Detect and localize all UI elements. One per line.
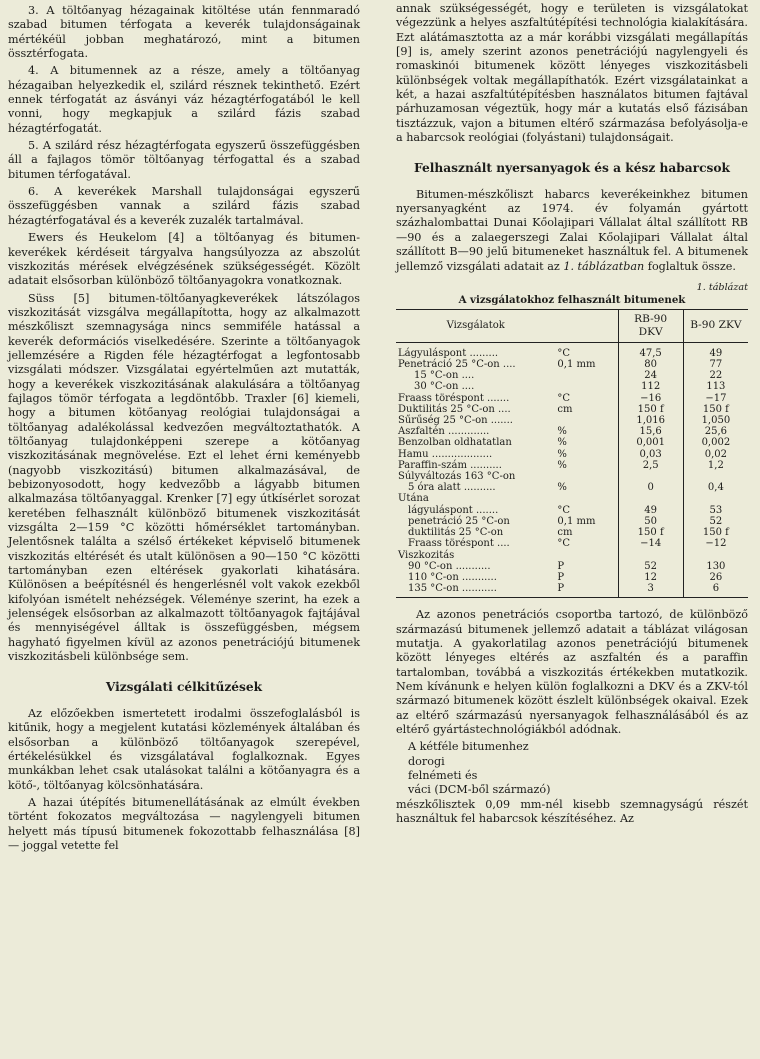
table-row [396, 493, 748, 504]
table-row [396, 538, 748, 549]
section-heading: Vizsgálati célkitűzések [105, 680, 263, 695]
row-value-b90: 26 [683, 572, 748, 583]
row-label: Penetráció 25 °C-on .... [398, 359, 516, 371]
row-value-b90: 113 [683, 381, 748, 392]
row-label: lágyuláspont ....... [408, 504, 499, 516]
row-value-rb90 [618, 550, 683, 561]
table-header-row [396, 309, 748, 342]
row-unit: 0,1 mm [557, 359, 596, 371]
list-item: váci (DCM-ből származó) [408, 783, 551, 797]
row-label: Súlyváltozás 163 °C-on [398, 471, 516, 483]
row-label: duktilitás 25 °C-on [408, 527, 504, 539]
row-value-rb90: −14 [618, 538, 683, 549]
table-row [396, 393, 748, 404]
table-row [396, 572, 748, 583]
row-unit [555, 471, 618, 482]
row-unit: P [557, 571, 565, 583]
list-item: A kétféle bitumenhez [408, 740, 529, 754]
row-value-rb90: 50 [618, 516, 683, 527]
row-value-rb90: 150 f [618, 527, 683, 538]
row-value-rb90: 24 [618, 370, 683, 381]
row-label: Paraffin-szám .......... [398, 459, 502, 471]
paragraph-text: Bitumen-mészkőliszt habarcs keverékeinkhez bitumen nyersanyagként az 1974. év folyamán gyártott százhalombattai Dunai Kőolajipari Vállalat által szállított RB—90 és a zalaegerszegi Zalai Kőolajipari Vállalat által szállított B—90 jelű bitumeneket használtuk fel. A bitumenek jellemző vizsgálati adatait az [396, 187, 748, 273]
row-value-rb90: 15,6 [618, 426, 683, 437]
row-label: 30 °C-on .... [414, 381, 475, 393]
row-value-b90: 53 [683, 505, 748, 516]
row-value-b90: 6 [683, 583, 748, 598]
row-value-rb90 [618, 471, 683, 482]
table-row [396, 583, 748, 598]
table-reference: 1. táblázatban [563, 259, 645, 273]
row-label: Sűrűség 25 °C-on ....... [398, 415, 513, 427]
row-value-b90: 1,2 [683, 460, 748, 471]
row-unit: % [557, 459, 567, 471]
table-row [396, 359, 748, 370]
row-value-b90: 1,050 [683, 415, 748, 426]
row-value-rb90: 112 [618, 381, 683, 392]
row-label: Fraass töréspont .... [408, 538, 510, 550]
row-unit [555, 381, 618, 392]
row-value-rb90: 2,5 [618, 460, 683, 471]
column-header-b90: B-90 ZKV [683, 309, 748, 342]
row-value-b90: 49 [683, 342, 748, 359]
row-label: 110 °C-on ........... [408, 571, 497, 583]
table-body [396, 342, 748, 597]
paragraph: 4. A bitumennek az a része, amely a töltőanyag hézagaiban helyezkedik el, szilárd résznek tekinthető. Ezért ennek térfogatát az ásványi váz hézagtérfogatából le kell vonni, hogy megkapjuk a szilárd fázis szabad hézagtérfogatát. [8, 64, 360, 135]
row-label: Lágyuláspont ......... [398, 347, 499, 359]
limestone-list [408, 740, 748, 797]
table-caption: 1. táblázat [696, 281, 748, 293]
table-row [396, 561, 748, 572]
row-label: 15 °C-on .... [414, 370, 475, 382]
row-label: 5 óra alatt .......... [408, 482, 496, 494]
row-label: Viszkozitás [398, 549, 455, 561]
row-value-rb90: 12 [618, 572, 683, 583]
paragraph: 5. A szilárd rész hézagtérfogata egyszerű összefüggésben áll a fajlagos tömör töltőanyag térfogattal és a szabad bitumen térfogatával. [8, 139, 360, 181]
row-value-b90: 0,002 [683, 437, 748, 448]
bitumen-table [396, 309, 748, 598]
row-value-b90: 0,02 [683, 449, 748, 460]
row-value-rb90: −16 [618, 393, 683, 404]
table-row [396, 381, 748, 392]
table-row [396, 437, 748, 448]
table-row [396, 460, 748, 471]
row-unit: °C [557, 347, 571, 359]
left-column [8, 4, 360, 856]
paragraph: Ewers és Heukelom [4] a töltőanyag és bitumen-keverékek kérdéseit tárgyalva hangsúlyozza az abszolút viszkozitás mérések elvégzésének szükségességét. Közölt adatait elsősorban különböző töltőanyagokra vonatkoznak. [8, 231, 360, 288]
row-value-b90: −12 [683, 538, 748, 549]
table-row [396, 527, 748, 538]
table-row [396, 426, 748, 437]
row-value-rb90: 0 [618, 482, 683, 493]
row-value-rb90: 3 [618, 583, 683, 598]
row-value-rb90: 0,001 [618, 437, 683, 448]
list-item: felnémeti és [408, 769, 478, 783]
row-value-rb90: 150 f [618, 404, 683, 415]
row-value-b90: −17 [683, 393, 748, 404]
row-value-rb90: 0,03 [618, 449, 683, 460]
table-row [396, 482, 748, 493]
row-unit [555, 493, 618, 504]
row-label: 90 °C-on ........... [408, 560, 491, 572]
row-value-b90: 52 [683, 516, 748, 527]
row-value-b90: 130 [683, 561, 748, 572]
row-value-rb90: 1,016 [618, 415, 683, 426]
row-value-rb90: 80 [618, 359, 683, 370]
column-header-unit [555, 309, 618, 342]
table-row [396, 550, 748, 561]
row-unit: °C [557, 504, 571, 516]
row-unit: P [555, 583, 618, 598]
table-row [396, 415, 748, 426]
row-unit: % [557, 448, 567, 460]
row-label: Duktilitás 25 °C-on .... [398, 403, 511, 415]
row-unit: 0,1 mm [557, 515, 596, 527]
row-value-b90 [683, 493, 748, 504]
column-header-test: Vizsgálatok [396, 309, 555, 342]
row-label: Hamu ................... [398, 448, 493, 460]
row-unit: cm [557, 527, 573, 539]
table-row [396, 516, 748, 527]
row-unit: P [557, 560, 565, 572]
table-title: A vizsgálatokhoz felhasznált bitumenek [458, 293, 686, 306]
row-unit: % [557, 482, 567, 494]
row-label: Benzolban oldhatatlan [398, 437, 512, 449]
table-row [396, 449, 748, 460]
row-value-rb90 [618, 493, 683, 504]
column-header-rb90: RB-90 DKV [618, 309, 683, 342]
row-value-rb90: 49 [618, 505, 683, 516]
row-label: Fraass töréspont ....... [398, 392, 510, 404]
row-value-b90: 150 f [683, 527, 748, 538]
row-unit: % [557, 437, 567, 449]
row-unit: % [557, 426, 567, 438]
row-label: Utána [398, 493, 429, 505]
row-unit: cm [557, 403, 573, 415]
row-value-b90 [683, 471, 748, 482]
paragraph: Az azonos penetrációs csoportba tartozó, de különböző származású bitumenek jellemző adatait a táblázat világosan mutatja. A gyakorlatilag azonos penetrációjú bitumenek között lényeges eltérés az aszfaltén és a paraffin tartalomban, továbbá a viszkozitás értékekben mutatkozik. Nem kívánunk e helyen külön foglalkozni a DKV és a ZKV-tól származó bitumenek között észlelt különbségek okaival. Ezek az eltérő származású nyersanyagok felhasználásából és az eltérő gyártástechnológiákból adódnak. [396, 608, 748, 737]
paragraph: annak szükségességét, hogy e területen is vizsgálatokat végezzünk a helyes aszfaltútépítési technológia kialakítására. Ezt alátámasztotta az a már korábbi vizsgálati megállapítás [9] is, amely szerint azonos penetrációjú nagylengyeli és romaskinói bitumenek között lényeges viszkozitásbeli különbségek voltak megállapíthatók. Ezért vizsgálatainkat a két, a hazai aszfaltútépítésben használatos bitumen fajtával párhuzamosan végeztük, hogy már a kutatás első fázisában tisztázzuk, vajon a bitumen eltérő származása befolyásolja-e a habarcsok reológiai (folyástani) tulajdonságait. [396, 2, 748, 145]
row-value-b90: 0,4 [683, 482, 748, 493]
list-item: dorogi [408, 754, 445, 768]
table-row [396, 471, 748, 482]
row-label: Aszfaltén ............. [398, 426, 490, 438]
paragraph: mészkőlisztek 0,09 mm-nél kisebb szemnagyságú részét használtuk fel habarcsok készítéséhez. Az [396, 797, 748, 826]
row-label: 135 °C-on ........... [396, 583, 555, 598]
table-row [396, 505, 748, 516]
table-row [396, 404, 748, 415]
row-label: penetráció 25 °C-on [408, 515, 510, 527]
row-unit [555, 415, 618, 426]
row-unit [555, 550, 618, 561]
row-value-b90: 22 [683, 370, 748, 381]
row-value-rb90: 47,5 [618, 342, 683, 359]
row-value-rb90: 52 [618, 561, 683, 572]
paragraph [396, 188, 748, 274]
paragraph: A hazai útépítés bitumenellátásának az elmúlt években történt fokozatos megváltozása — nagylengyeli bitumen helyett más típusú bitumenek fokozottabb felhasználása [8] — joggal vetette fel [8, 795, 360, 852]
row-value-b90: 25,6 [683, 426, 748, 437]
row-value-b90 [683, 550, 748, 561]
row-unit: °C [557, 538, 571, 550]
row-value-b90: 150 f [683, 404, 748, 415]
paragraph: 6. A keverékek Marshall tulajdonságai egyszerű összefüggésben vannak a szilárd fázis szabad hézagtérfogatával és a keverék zuzalék tartalmával. [8, 185, 360, 227]
paragraph-text: foglaltuk össze. [647, 259, 736, 273]
row-value-b90: 77 [683, 359, 748, 370]
paragraph: Az előzőekben ismertetett irodalmi összefoglalásból is kitűnik, hogy a megjelent kutatási közlemények általában és elsősorban a különböző töltőanyagok szerepével, értékelésükkel és vizsgálatával foglalkoznak. Egyes munkákban lehet csak utalásokat találni a kötőanyagra és a kötő-, töltőanyag kölcsönhatására. [8, 706, 360, 792]
paragraph: Süss [5] bitumen-töltőanyagkeverékek látszólagos viszkozitását vizsgálva megállapította, hogy az alkalmazott mészkőliszt szemnagysága nincs semmiféle hatással a keverék deformációs viselkedésére. Szerinte a töltőanyagok jellemzésére a Rigden féle hézagtérfogat a legfontosabb vizsgálati módszer. Vizsgálatai egyértelműen azt mutatták, hogy a keverékek viszkozitásának alakulására a töltőanyag fajlagos tömör térfogata a legdöntőbb. Traxler [6] kiemeli, hogy a bitumen kötőanyag reológiai tulajdonságai a töltőanyag adalékolással kedvezően megváltoztathatók. A töltőanyag tulajdonképpeni szerepe a kötőanyag viszkozitásának megnövelése. Ezt el lehet érni keményebb (nagyobb viszkozitású) bitumen alkalmazásával, de bebizonyosodott, hogy kedvezőbb a lágyabb bitumen alkalmazása töltőanyaggal. Krenker [7] egy útkísérlet sorozat keretében felhasznált különböző bitumenek viszkozitását vizsgálta 2—159 °C közötti hőmérséklet tartományban. Jelentősnek találta a szélső értékeket képviselő bitumenek viszkozitás eltérését és utalt különösen a 90—150 °C közötti tartományban ezen eltérések gyakorlati kihatására. Különösen a beépítésnél és hengerlésnél volt vakok ezekből kifolyóan ismételt nehézségek. Véleménye szerint, ha ezek a jelenségek elsősorban az alkalmazott töltőanyagok fajtájával és mennyiségével álltak is összefüggésben, mégsem hagyható figyelmen kívül az azonos penetrációjú bitumenek viszkozitásbeli különbsége sem. [8, 291, 360, 664]
row-unit [555, 370, 618, 381]
row-unit: °C [557, 392, 571, 404]
section-heading: Felhasznált nyersanyagok és a kész habarcsok [414, 161, 730, 176]
table-row [396, 370, 748, 381]
paragraph: 3. A töltőanyag hézagainak kitöltése után fennmaradó szabad bitumen térfogata a keverék tulajdonságainak mértékéül jobban meghatározó, mint a bitumen össztérfogata. [8, 4, 360, 61]
right-column [396, 4, 748, 829]
table-row [396, 342, 748, 359]
